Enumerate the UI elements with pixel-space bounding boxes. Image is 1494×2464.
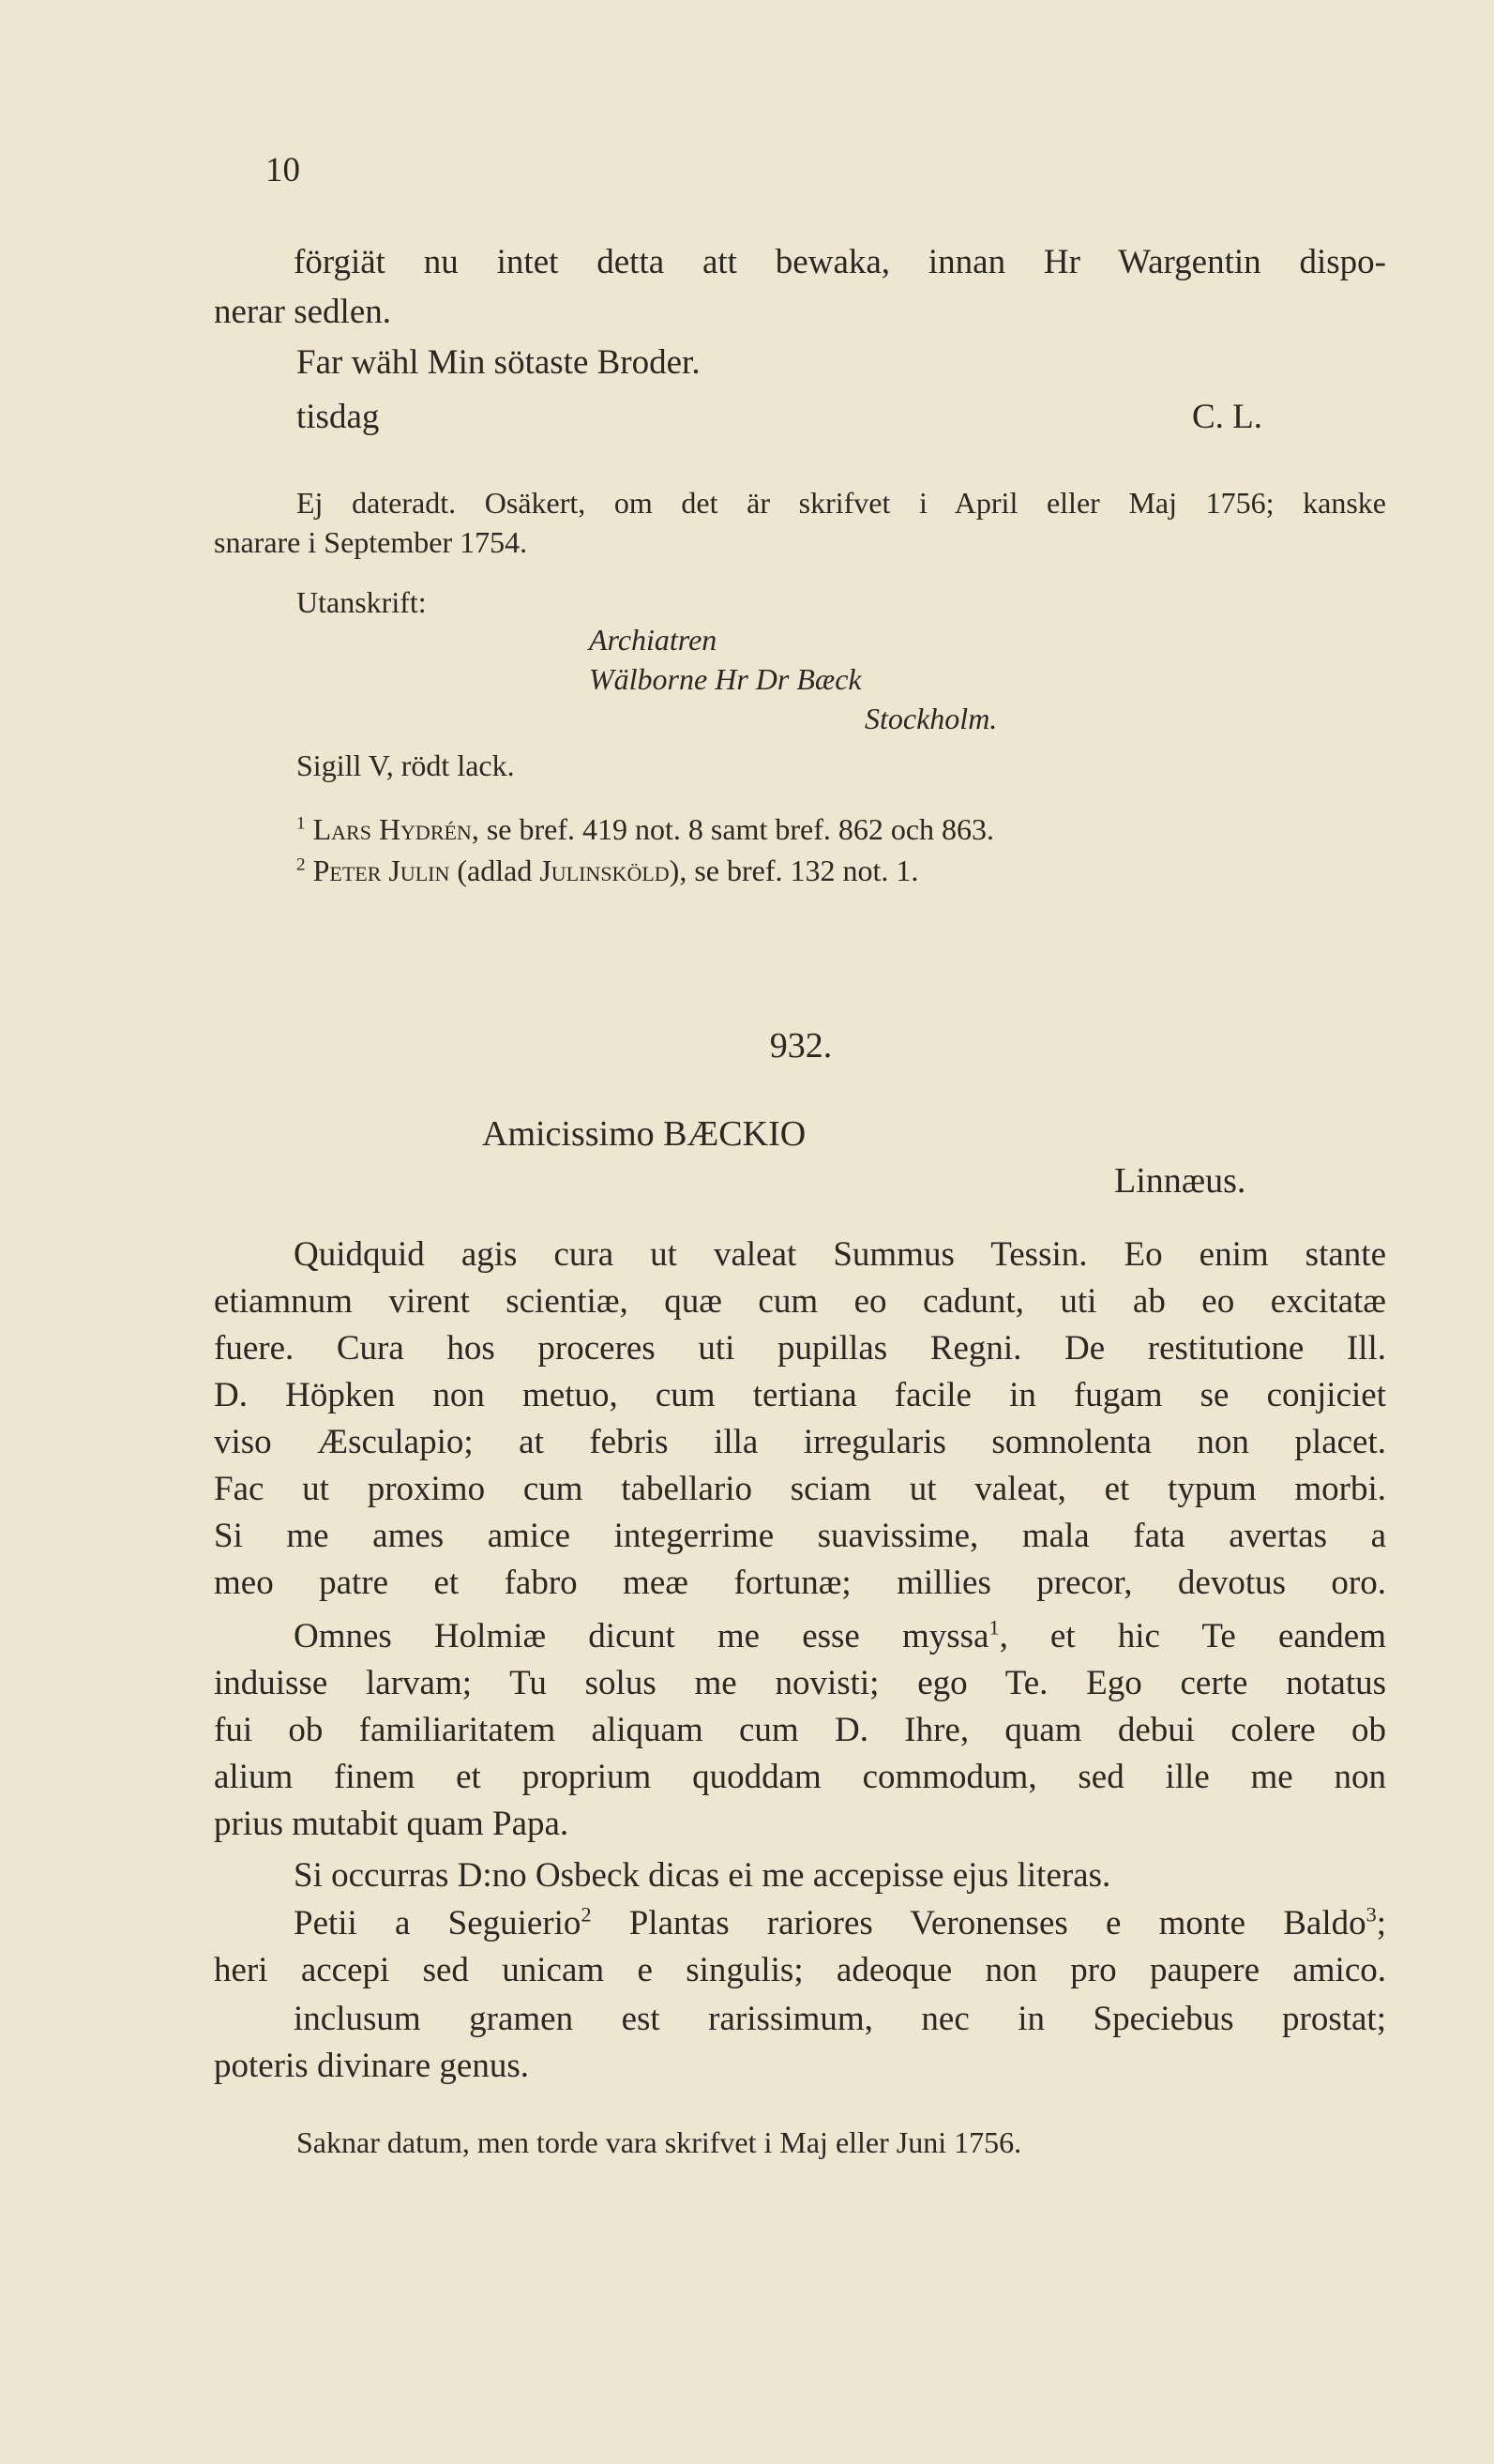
- seal-note: Sigill V, rödt lack.: [296, 748, 515, 782]
- paragraph-2: [214, 1613, 1386, 1848]
- p2-line: alium finem et proprium quoddam commodum, sed ille me non: [214, 1758, 1386, 1796]
- paragraph-4: [214, 1900, 1386, 1994]
- closing-day: tisdag: [296, 398, 380, 436]
- footnote-ref-3: 3: [1366, 1902, 1377, 1927]
- p1-line: meo patre et fabro meæ fortunæ; millies precor, devotus oro.: [214, 1564, 1386, 1602]
- letter-salutation: Amicissimo BÆCKIO: [482, 1114, 807, 1154]
- footnote-ref-2: 2: [581, 1902, 592, 1927]
- prev-letter-line1: förgiät nu intet detta att bewaka, innan Hr Wargentin dispo-: [294, 243, 1386, 281]
- p1-line: viso Æsculapio; at febris illa irregularis somnolenta non placet.: [214, 1423, 1386, 1461]
- prev-letter-farewell: Far wähl Min sötaste Broder.: [296, 343, 701, 382]
- footnote-1-text: , se bref. 419 not. 8 samt bref. 862 och 863.: [471, 812, 995, 846]
- p1-line: D. Höpken non metuo, cum tertiana facile in fugam se conjiciet: [214, 1376, 1386, 1414]
- footnote-2-name2: Julinsköld: [539, 854, 670, 887]
- p1-line: fuere. Cura hos proceres uti pupillas Regni. De restitutione Ill.: [214, 1329, 1386, 1368]
- p1-line: Quidquid agis cura ut valeat Summus Tessin. Eo enim stante: [294, 1235, 1386, 1274]
- p1-line: etiamnum virent scientiæ, quæ cum eo cadunt, uti ab eo excitatæ: [214, 1282, 1386, 1321]
- paragraph-5: [214, 1996, 1386, 2090]
- footnote-1-mark: 1: [296, 813, 306, 834]
- footnote-2-mark: 2: [296, 854, 306, 875]
- address-line2: Wälborne Hr Dr Bæck: [589, 662, 862, 696]
- p4-line2: heri accepi sed unicam e singulis; adeoque non pro paupere amico.: [214, 1951, 1386, 1989]
- footnote-2: [296, 850, 918, 891]
- page-number: 10: [265, 151, 300, 189]
- letter-date-note: Saknar datum, men torde vara skrifvet i Maj eller Juni 1756.: [296, 2125, 1022, 2159]
- p2-line: fui ob familiaritatem aliquam cum D. Ihre, quam debui colere ob: [214, 1711, 1386, 1749]
- p2-last-line: prius mutabit quam Papa.: [214, 1805, 569, 1843]
- p2-first-line: Omnes Holmiæ dicunt me esse myssa$^1$, et hic Te eandem: [294, 1615, 1386, 1655]
- prev-letter-closing: [296, 394, 1262, 441]
- paragraph-1: [214, 1232, 1386, 1607]
- footnote-1-name: Lars Hydrén: [312, 812, 472, 846]
- p1-line: Fac ut proximo cum tabellario sciam ut valeat, et typum morbi.: [214, 1470, 1386, 1508]
- footnote-2-name: Peter Julin: [312, 854, 450, 887]
- address-line3: Stockholm.: [865, 702, 998, 735]
- footnote-2-text: ), se bref. 132 not. 1.: [669, 854, 919, 887]
- footnote-ref-1: 1: [988, 1615, 1000, 1640]
- prev-letter-line2: nerar sedlen.: [214, 293, 392, 331]
- letter-number: 932.: [769, 1026, 833, 1066]
- p1-line: Si me ames amice integerrime suavissime, mala fata avertas a: [214, 1517, 1386, 1555]
- footnote-1: [296, 809, 994, 850]
- p2-line: induisse larvam; Tu solus me novisti; ego Te. Ego certe notatus: [214, 1664, 1386, 1702]
- letter-sender: Linnæus.: [1114, 1161, 1246, 1201]
- date-note-line2: snarare i September 1754.: [214, 525, 528, 559]
- p5-line2: poteris divinare genus.: [214, 2047, 529, 2085]
- address-line1: Archiatren: [589, 623, 717, 657]
- paragraph-3: Si occurras D:no Osbeck dicas ei me accepisse ejus literas.: [294, 1856, 1111, 1895]
- date-note-line1: Ej dateradt. Osäkert, om det är skrifvet i April eller Maj 1756; kanske: [296, 486, 1386, 520]
- p5-line1: inclusum gramen est rarissimum, nec in Speciebus prostat;: [294, 2000, 1386, 2038]
- p4-first-line: Petii a Seguierio$^2$ Plantas rariores Veronenses e monte Baldo$^3$;: [294, 1902, 1386, 1942]
- footnote-2-mid: (adlad: [449, 854, 540, 887]
- address-label: Utanskrift:: [296, 585, 427, 619]
- closing-initials: C. L.: [1191, 398, 1262, 436]
